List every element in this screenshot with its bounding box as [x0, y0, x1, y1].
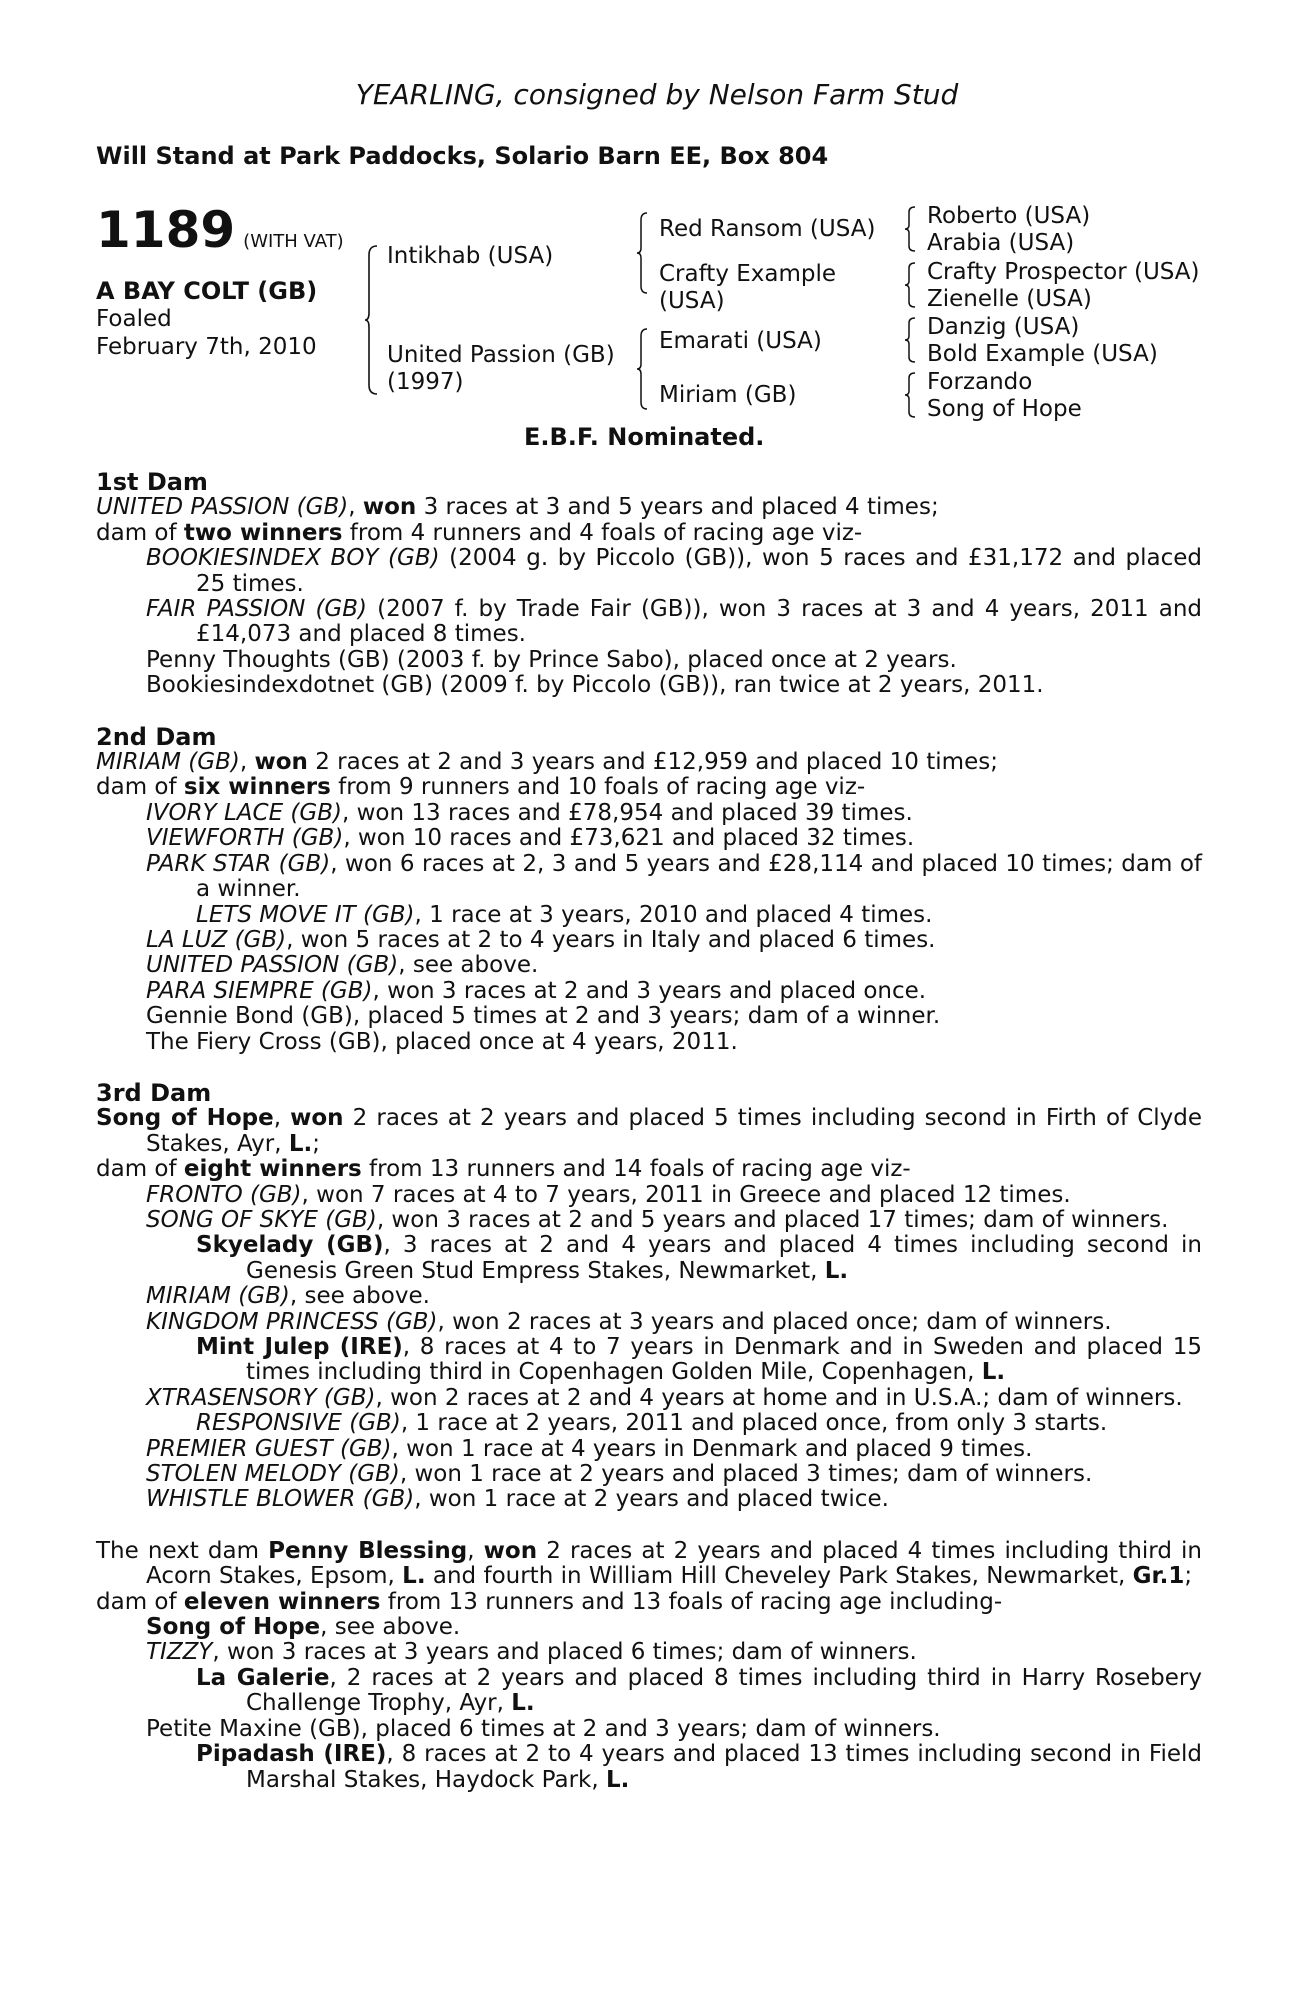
produce-record: FAIR PASSION (GB) (2007 f. by Trade Fair (GB)), won 3 races at 3 and 4 years, 2011 and £14,073 and placed 8 times. — [146, 596, 1202, 648]
pedigree-brace-ss — [905, 206, 917, 252]
pedigree-dam-year: (1997) — [387, 369, 464, 395]
pedigree-sss: Roberto (USA) — [927, 203, 1091, 229]
pedigree-dam-name: United Passion (GB) — [387, 342, 615, 368]
dam-line: Song of Hope, won 2 races at 2 years and placed 5 times including second in Firth of Clyde Stakes, Ayr, L.; — [96, 1105, 1203, 1157]
produce-summary: dam of two winners from 4 runners and 4 foals of racing age viz- — [96, 519, 863, 546]
produce-record: TIZZY, won 3 races at 3 years and placed 6 times; dam of winners. — [146, 1639, 917, 1666]
produce-record: XTRASENSORY (GB), won 2 races at 2 and 4 years at home and in U.S.A.; dam of winners. — [146, 1384, 1183, 1411]
pedigree-dsd: Bold Example (USA) — [927, 341, 1158, 367]
produce-record: Gennie Bond (GB), placed 5 times at 2 and 3 years; dam of a winner. — [146, 1003, 941, 1030]
produce-record: VIEWFORTH (GB), won 10 races and £73,621 and placed 32 times. — [146, 825, 915, 852]
lot-description: A BAY COLT (GB) — [96, 277, 318, 305]
pedigree-sdd: Zienelle (USA) — [927, 286, 1092, 312]
produce-record: SONG OF SKYE (GB), won 3 races at 2 and 5 years and placed 17 times; dam of winners. — [146, 1206, 1169, 1233]
pedigree-brace-main — [365, 245, 379, 395]
produce-summary: dam of eleven winners from 13 runners and 13 foals of racing age including- — [96, 1588, 1003, 1615]
produce-summary: dam of six winners from 9 runners and 10 foals of racing age viz- — [96, 774, 866, 801]
section-title: 3rd Dam — [96, 1078, 212, 1107]
dam-line: UNITED PASSION (GB), won 3 races at 3 and 5 years and placed 4 times; — [96, 494, 939, 521]
produce-record: MIRIAM (GB), see above. — [146, 1283, 430, 1310]
produce-record: Petite Maxine (GB), placed 6 times at 2 and 3 years; dam of winners. — [146, 1715, 941, 1742]
first-dam-section — [96, 470, 1202, 699]
pedigree-brace-ds — [905, 317, 917, 363]
section-title: 2nd Dam — [96, 722, 217, 751]
pedigree-dds: Forzando — [927, 369, 1033, 395]
produce-record: Bookiesindexdotnet (GB) (2009 f. by Piccolo (GB)), ran twice at 2 years, 2011. — [146, 672, 1044, 699]
pedigree-sire-dam-origin: (USA) — [659, 288, 725, 314]
pedigree-sire-sire: Red Ransom (USA) — [659, 216, 876, 242]
next-dam-section — [96, 1539, 1202, 1793]
pedigree-sire: Intikhab (USA) — [387, 243, 554, 269]
produce-summary: dam of eight winners from 13 runners and 14 foals of racing age viz- — [96, 1156, 911, 1183]
dam-line: The next dam Penny Blessing, won 2 races at 2 years and placed 4 times including third in Acorn Stakes, Epsom, L. and fourth in William Hill Cheveley Park Stakes, Newmarket, Gr.1; — [96, 1537, 1202, 1590]
produce-record: Skyelady (GB), 3 races at 2 and 4 years and placed 4 times including second in Genesis Green Stud Empress Stakes, Newmarket, L. — [196, 1232, 1202, 1284]
ebf-nominated: E.B.F. Nominated. — [524, 423, 765, 451]
pedigree-ddd: Song of Hope — [927, 396, 1082, 422]
second-dam-section — [96, 722, 1202, 1055]
pedigree-brace-dd — [905, 372, 917, 418]
produce-record: FRONTO (GB), won 7 races at 4 to 7 years, 2011 in Greece and placed 12 times. — [146, 1181, 1071, 1208]
pedigree-brace-sd — [905, 262, 917, 308]
page-heading: YEARLING, consigned by Nelson Farm Stud — [355, 78, 959, 111]
pedigree-sire-dam-name: Crafty Example — [659, 261, 837, 287]
produce-record: La Galerie, 2 races at 2 years and placed 8 times including third in Harry Rosebery Challenge Trophy, Ayr, L. — [196, 1664, 1202, 1717]
dam-records — [96, 470, 1202, 1819]
produce-record: BOOKIESINDEX BOY (GB) (2004 g. by Piccolo (GB)), won 5 races and £31,172 and placed 25 times. — [146, 545, 1203, 597]
dam-line: MIRIAM (GB), won 2 races at 2 and 3 years and £12,959 and placed 10 times; — [96, 749, 998, 776]
produce-record: IVORY LACE (GB), won 13 races and £78,954 and placed 39 times. — [146, 799, 913, 826]
produce-record: WHISTLE BLOWER (GB), won 1 race at 2 years and placed twice. — [146, 1486, 889, 1513]
produce-record: RESPONSIVE (GB), 1 race at 2 years, 2011 and placed once, from only 3 starts. — [196, 1410, 1108, 1437]
lot-number: 1189 — [96, 201, 236, 259]
pedigree-dss: Danzig (USA) — [927, 314, 1080, 340]
produce-record: Pipadash (IRE), 8 races at 2 to 4 years and placed 13 times including second in Field Marshal Stakes, Haydock Park, L. — [196, 1741, 1202, 1793]
produce-record: PARA SIEMPRE (GB), won 3 races at 2 and 3 years and placed once. — [146, 977, 927, 1004]
pedigree-brace-sire — [637, 212, 649, 294]
produce-record: PREMIER GUEST (GB), won 1 race at 4 years in Denmark and placed 9 times. — [146, 1435, 1033, 1462]
foaled-date: February 7th, 2010 — [96, 334, 317, 360]
produce-record: Song of Hope, see above. — [146, 1614, 461, 1641]
produce-record: STOLEN MELODY (GB), won 1 race at 2 years and placed 3 times; dam of winners. — [146, 1461, 1093, 1488]
pedigree-dam — [387, 342, 615, 396]
pedigree-dam-dam: Miriam (GB) — [659, 382, 797, 408]
pedigree-sire-dam — [659, 261, 836, 315]
foaled-label: Foaled — [96, 306, 172, 332]
produce-record: UNITED PASSION (GB), see above. — [146, 952, 539, 979]
lot-info — [96, 201, 356, 361]
produce-record: KINGDOM PRINCESS (GB), won 2 races at 3 years and placed once; dam of winners. — [146, 1308, 1112, 1335]
produce-record: LA LUZ (GB), won 5 races at 2 to 4 years in Italy and placed 6 times. — [146, 926, 936, 953]
pedigree-dam-sire: Emarati (USA) — [659, 328, 822, 354]
third-dam-section — [96, 1078, 1203, 1513]
pedigree-sds: Crafty Prospector (USA) — [927, 259, 1200, 285]
section-title: 1st Dam — [96, 468, 208, 496]
pedigree-ssd: Arabia (USA) — [927, 230, 1075, 256]
produce-record: The Fiery Cross (GB), placed once at 4 years, 2011. — [146, 1028, 738, 1055]
produce-record: Mint Julep (IRE), 8 races at 4 to 7 years in Denmark and in Sweden and placed 15 times including third in Copenhagen Golden Mile, Copenhagen, L. — [196, 1334, 1202, 1386]
stand-location: Will Stand at Park Paddocks, Solario Barn EE, Box 804 — [96, 142, 829, 170]
produce-record: PARK STAR (GB), won 6 races at 2, 3 and 5 years and £28,114 and placed 10 times; dam of a winner. — [146, 850, 1202, 903]
produce-record: Penny Thoughts (GB) (2003 f. by Prince Sabo), placed once at 2 years. — [146, 646, 957, 673]
pedigree-brace-dam — [637, 328, 649, 410]
produce-record: LETS MOVE IT (GB), 1 race at 3 years, 2010 and placed 4 times. — [196, 901, 933, 928]
vat-note: (WITH VAT) — [243, 231, 344, 252]
